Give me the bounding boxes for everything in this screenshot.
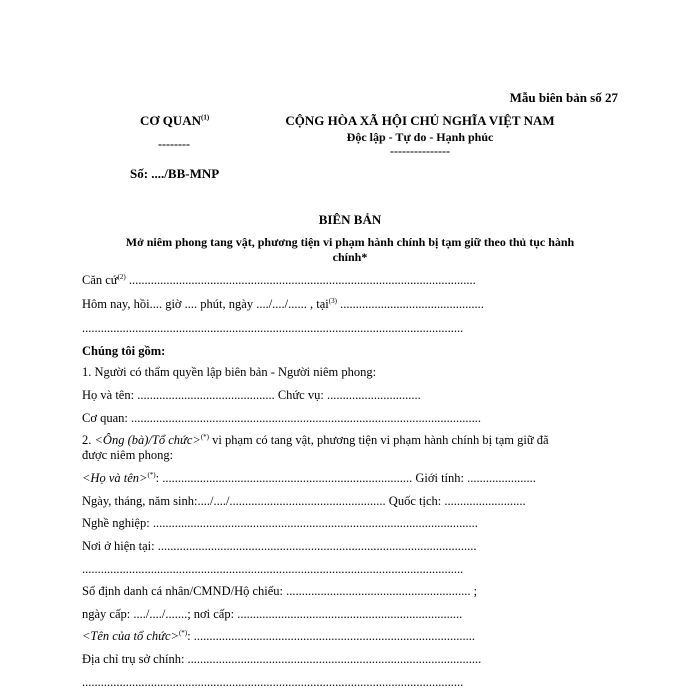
document-subtitle-line1: Mở niêm phong tang vật, phương tiện vi phạm hành chính bị tạm giữ theo thủ tục hành	[125, 235, 575, 249]
item2-note: (*)	[200, 433, 209, 441]
dots-line-1: ..........................................................................................................................	[82, 321, 464, 335]
nghe-nghiep-line: Nghề nghiệp: ........................................................................................................	[82, 516, 478, 530]
republic-motto: Độc lập - Tự do - Hạnh phúc	[346, 130, 494, 144]
ngay-cap-line: ngày cấp: ..../..../.......; nơi cấp: ........................................................................	[82, 607, 463, 621]
hom-nay-dots: ..............................................	[336, 297, 484, 312]
item2-prefix: 2.	[82, 433, 95, 448]
agency-label: CƠ QUAN	[140, 113, 202, 128]
ho-ten-2-rest: : ................................................................................ Giới tính: ......................	[155, 471, 536, 486]
document-title: BIÊN BẢN	[318, 212, 382, 227]
dots-line-2: ..........................................................................................................................	[82, 562, 464, 576]
ten-to-chuc-note: (*)	[178, 629, 188, 637]
item2-line2: được niêm phong:	[82, 448, 174, 462]
ho-ten-2-line	[82, 471, 536, 486]
ten-to-chuc-rest: : ..........................................................................................	[187, 629, 475, 644]
item2-italic: <Ông (bà)/Tổ chức>	[94, 433, 201, 448]
dia-chi-line: Địa chỉ trụ sở chính: ..............................................................................................	[82, 652, 482, 666]
republic-dash: ---------------	[390, 144, 450, 158]
can-cu-line	[82, 273, 476, 288]
hom-nay-note: (3)	[328, 297, 337, 305]
hom-nay-line	[82, 297, 484, 312]
ho-ten-1-line: Họ và tên: ............................................ Chức vụ: ..............................	[82, 388, 421, 402]
can-cu-dots: ...............................................................................................................	[125, 273, 476, 288]
ten-to-chuc-italic: <Tên của tổ chức>	[82, 629, 179, 644]
item2-rest: vi phạm có tang vật, phương tiện vi phạm hành chính bị tạm giữ đã	[208, 433, 549, 448]
agency-dash: --------	[158, 137, 190, 151]
ho-ten-2-italic: <Họ và tên>	[82, 471, 148, 486]
ngay-sinh-line: Ngày, tháng, năm sinh:..../..../.................................................. Quốc tịch: ..........................	[82, 494, 526, 508]
hom-nay-text: Hôm nay, hồi.... giờ .... phút, ngày ..../..../...... , tại	[82, 297, 329, 312]
ten-to-chuc-line	[82, 629, 475, 644]
can-cu-note: (2)	[117, 273, 126, 281]
chung-toi-heading: Chúng tôi gồm:	[82, 344, 166, 358]
dots-line-3: ..........................................................................................................................	[82, 675, 464, 689]
item2-line	[82, 433, 549, 448]
doc-number: Số: ..../BB-MNP	[130, 166, 220, 181]
can-cu-label: Căn cứ	[82, 273, 118, 288]
item1-line: 1. Người có thẩm quyền lập biên bản - Người niêm phong:	[82, 365, 377, 379]
noi-o-line: Nơi ở hiện tại: ......................................................................................................	[82, 539, 477, 553]
ho-ten-2-note: (*)	[147, 471, 156, 479]
document-subtitle-line2: chính*	[332, 250, 368, 264]
agency-header	[140, 113, 209, 129]
form-number: Mẫu biên bản số 27	[509, 90, 618, 105]
co-quan-line: Cơ quan: ................................................................................................................	[82, 411, 481, 425]
republic-name: CỘNG HÒA XÃ HỘI CHỦ NGHĨA VIỆT NAM	[285, 113, 555, 128]
agency-note: (1)	[201, 113, 210, 122]
dinh-danh-line: Số định danh cá nhân/CMND/Hộ chiếu: ........................................................... ;	[82, 584, 478, 598]
